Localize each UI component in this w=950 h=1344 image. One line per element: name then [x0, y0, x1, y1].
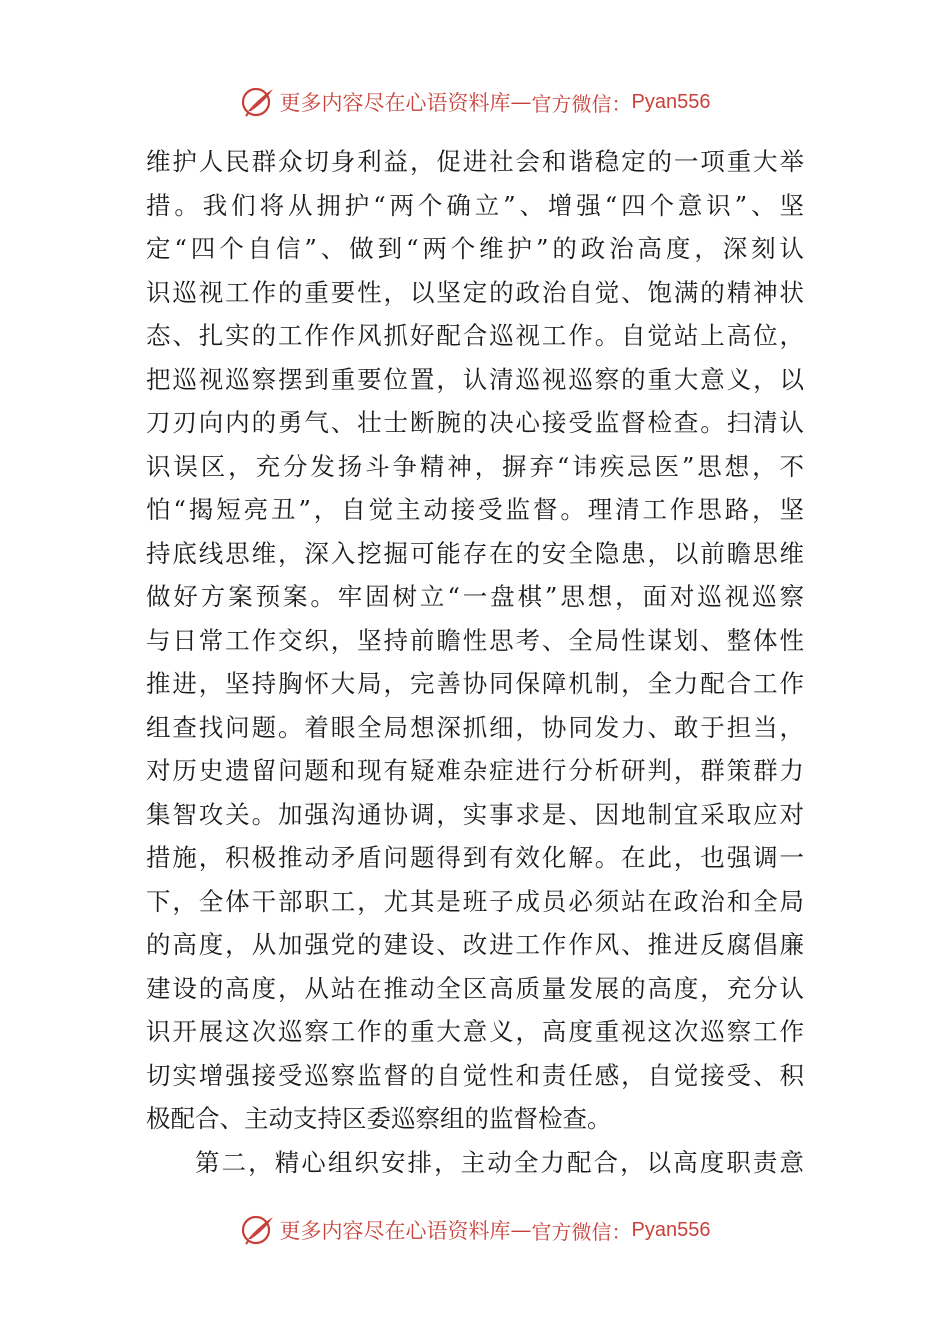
text-line: 与日常工作交织，坚持前瞻性思考、全局性谋划、整体性 [146, 625, 804, 655]
banner-separator: — [510, 90, 532, 114]
banner-contact-label: 官方微信： [531, 91, 632, 116]
text-line: 第二，精心组织安排，主动全力配合，以高度职责意 [195, 1147, 804, 1177]
quill-pen-logo-icon [240, 1212, 276, 1248]
text-line: 建设的高度，从站在推动全区高质量发展的高度，充分认 [146, 973, 804, 1003]
text-line: 的高度，从加强党的建设、改进工作作风、推进反腐倡廉 [146, 930, 804, 959]
quill-pen-logo-icon [240, 84, 276, 120]
banner-contact-id: Pyan556 [631, 90, 711, 113]
header-banner [0, 82, 950, 122]
text-line: 对历史遗留问题和现有疑难杂症进行分析研判，群策群力 [146, 756, 804, 785]
banner-separator: — [510, 1218, 532, 1242]
text-line: 把巡视巡察摆到重要位置，认清巡视巡察的重大意义，以 [146, 364, 804, 394]
banner-title: 更多内容尽在心语资料库 [279, 1219, 511, 1243]
text-line: 定“四个自信”、做到“两个维护”的政治高度，深刻认 [146, 234, 804, 263]
document-body [146, 140, 804, 1184]
text-line: 下，全体干部职工，尤其是班子成员必须站在政治和全局 [146, 886, 804, 916]
banner-contact-id: Pyan556 [631, 1218, 711, 1241]
text-line: 识巡视工作的重要性，以坚定的政治自觉、饱满的精神状 [146, 277, 804, 307]
text-line: 识误区，充分发扬斗争精神，摒弃“讳疾忌医”思想，不 [146, 451, 804, 481]
text-line: 维护人民群众切身利益，促进社会和谐稳定的一项重大举 [146, 147, 804, 176]
text-line: 组查找问题。着眼全局想深抓细，协同发力、敢于担当， [146, 712, 804, 742]
text-line: 集智攻关。加强沟通协调，实事求是、因地制宜采取应对 [146, 799, 804, 829]
banner-title: 更多内容尽在心语资料库 [279, 91, 511, 115]
paragraph [146, 140, 804, 1141]
text-line: 推进，坚持胸怀大局，完善协同保障机制，全力配合工作 [146, 669, 804, 698]
banner-contact-label: 官方微信： [531, 1219, 632, 1244]
text-line: 刀刃向内的勇气、壮士断腕的决心接受监督检查。扫清认 [146, 408, 804, 437]
text-line: 持底线思维，深入挖掘可能存在的安全隐患，以前瞻思维 [146, 538, 804, 568]
text-line: 识开展这次巡察工作的重大意义，高度重视这次巡察工作 [146, 1017, 804, 1046]
text-line: 做好方案预案。牢固树立“一盘棋”思想，面对巡视巡察 [146, 582, 804, 611]
text-line: 态、扎实的工作作风抓好配合巡视工作。自觉站上高位， [146, 321, 804, 350]
text-line: 措。我们将从拥护“两个确立”、增强“四个意识”、坚 [146, 190, 804, 220]
footer-banner [0, 1210, 950, 1250]
text-line: 极配合、主动支持区委巡察组的监督检查。 [146, 1104, 612, 1133]
text-line: 措施，积极推动矛盾问题得到有效化解。在此，也强调一 [146, 843, 804, 872]
paragraph [146, 1141, 804, 1185]
text-line: 怕“揭短亮丑”，自觉主动接受监督。理清工作思路，坚 [146, 495, 804, 524]
text-line: 切实增强接受巡察监督的自觉性和责任感，自觉接受、积 [146, 1060, 804, 1090]
